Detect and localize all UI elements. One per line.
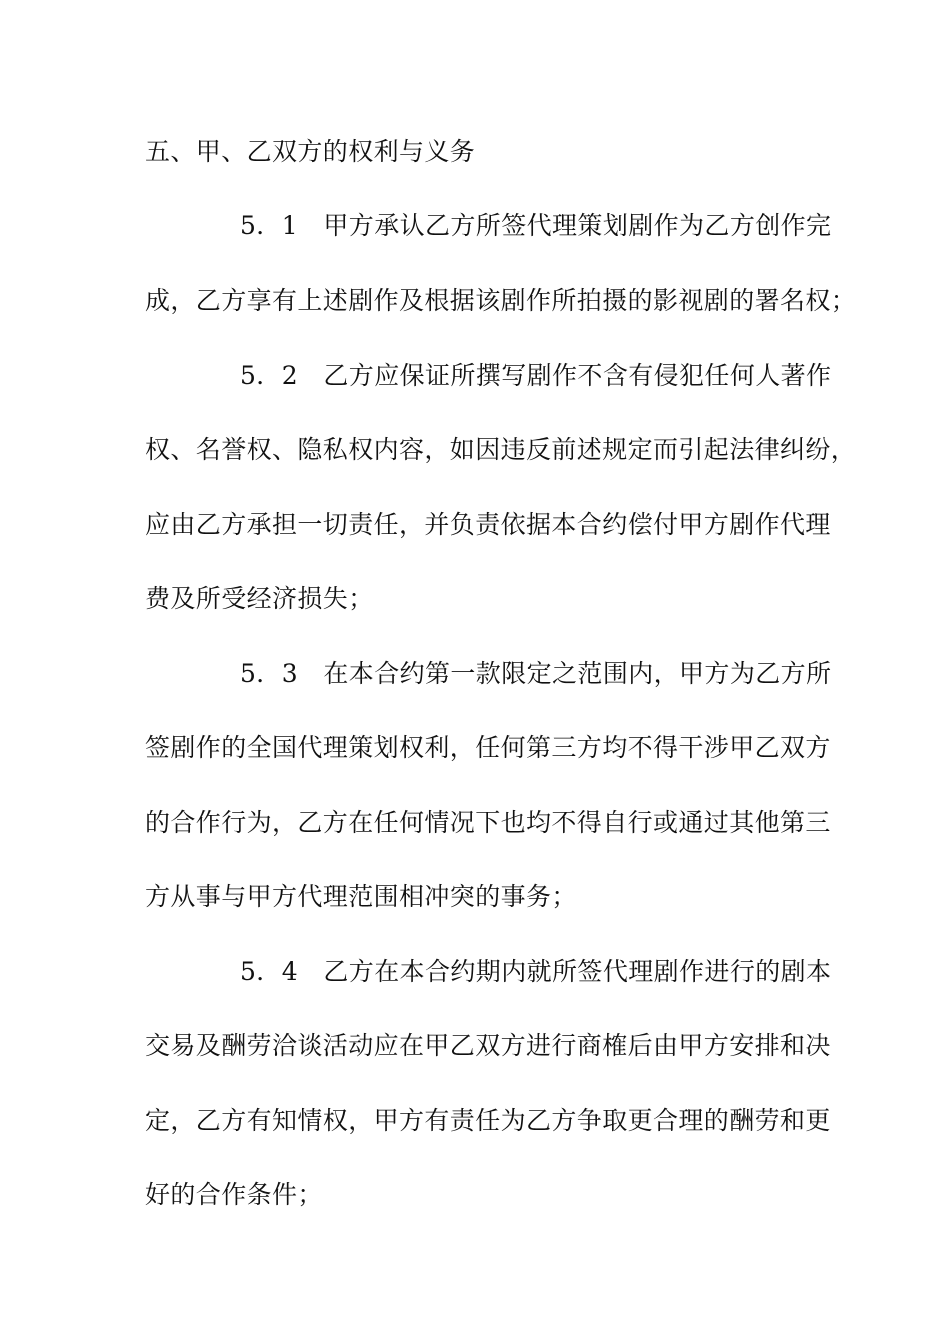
- clause-5-2-line-4: 费及所受经济损失；: [145, 584, 374, 613]
- clause-5-3-line-2: 签剧作的全国代理策划权利，任何第三方均不得干涉甲乙双方: [145, 733, 831, 762]
- section-heading: 五、甲、乙双方的权利与义务: [145, 137, 476, 166]
- clause-5-4-line-1: 5．4 乙方在本合约期内就所签代理剧作进行的剧本: [240, 957, 832, 986]
- clause-5-1-line-2: 成，乙方享有上述剧作及根据该剧作所拍摄的影视剧的署名权；: [145, 286, 857, 315]
- clause-5-4-line-4: 好的合作条件；: [145, 1180, 323, 1209]
- clause-5-2-line-3: 应由乙方承担一切责任，并负责依据本合约偿付甲方剧作代理: [145, 510, 831, 539]
- clause-5-3-line-1: 5．3 在本合约第一款限定之范围内，甲方为乙方所: [240, 659, 832, 688]
- clause-5-3-line-3: 的合作行为，乙方在任何情况下也均不得自行或通过其他第三: [145, 808, 831, 837]
- clause-5-2-line-2: 权、名誉权、隐私权内容，如因违反前述规定而引起法律纠纷，: [145, 435, 857, 464]
- clause-5-4-line-2: 交易及酬劳洽谈活动应在甲乙双方进行商榷后由甲方安排和决: [145, 1031, 831, 1060]
- clause-5-1-line-1: 5．1 甲方承认乙方所签代理策划剧作为乙方创作完: [240, 211, 832, 240]
- clause-5-3-line-4: 方从事与甲方代理范围相冲突的事务；: [145, 882, 577, 911]
- clause-5-4-line-3: 定，乙方有知情权，甲方有责任为乙方争取更合理的酬劳和更: [145, 1106, 831, 1135]
- clause-5-2-line-1: 5．2 乙方应保证所撰写剧作不含有侵犯任何人著作: [240, 361, 832, 390]
